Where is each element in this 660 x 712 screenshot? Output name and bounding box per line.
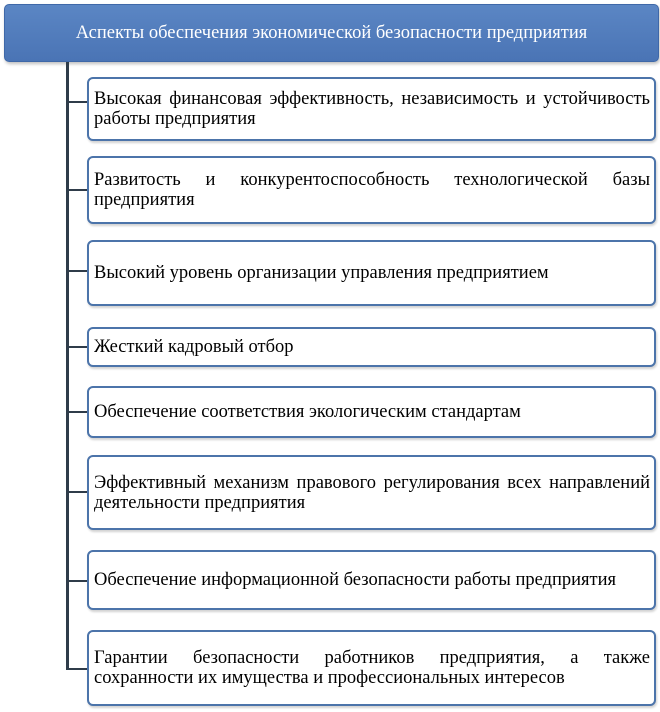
tree-spine <box>66 62 69 670</box>
aspect-label-5: Обеспечение соответствия экологическим стандартам <box>94 402 521 422</box>
aspect-box-4 <box>87 327 656 367</box>
aspect-box-6 <box>87 455 656 530</box>
connector-2 <box>67 189 88 191</box>
aspect-label-4: Жесткий кадровый отбор <box>94 337 294 357</box>
connector-3 <box>67 270 88 272</box>
connector-1 <box>67 101 88 103</box>
aspect-box-1 <box>87 77 656 141</box>
diagram-title-text: Аспекты обеспечения экономической безопасности предприятия <box>75 22 588 43</box>
aspect-box-8 <box>87 630 656 706</box>
aspect-label-1: Высокая финансовая эффективность, независимость и устойчивость работы предприятия <box>94 89 650 129</box>
aspect-label-7: Обеспечение информационной безопасности работы предприятия <box>94 570 617 590</box>
aspect-label-8: Гарантии безопасности работников предприятия, а также сохранности их имущества и профессиональных интересов <box>94 648 650 688</box>
aspect-box-5 <box>87 386 656 438</box>
connector-6 <box>67 491 88 493</box>
aspect-box-7 <box>87 550 656 610</box>
connector-7 <box>67 580 88 582</box>
aspect-box-2 <box>87 156 656 224</box>
aspect-label-3: Высокий уровень организации управления предприятием <box>94 263 549 283</box>
aspect-box-3 <box>87 240 656 306</box>
connector-8 <box>67 668 88 670</box>
connector-5 <box>67 411 88 413</box>
aspect-label-2: Развитость и конкурентоспособность технологической базы предприятия <box>94 170 650 210</box>
diagram-title <box>4 4 659 62</box>
connector-4 <box>67 346 88 348</box>
aspect-label-6: Эффективный механизм правового регулирования всех направлений деятельности предприятия <box>94 472 650 513</box>
